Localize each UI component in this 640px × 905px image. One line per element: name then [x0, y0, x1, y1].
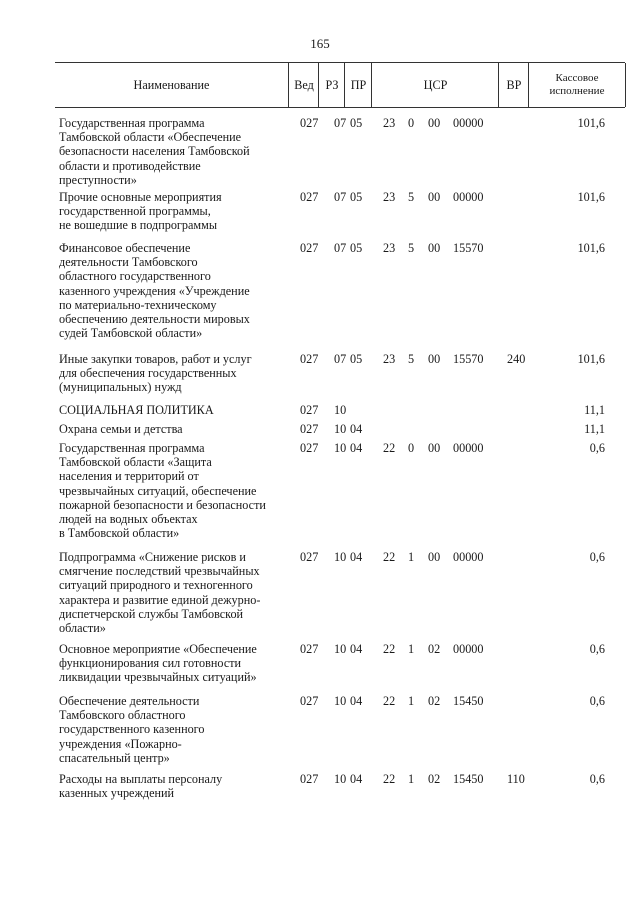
row-val: 11,1: [584, 403, 605, 417]
row-c3: 00: [428, 441, 441, 455]
table-row: [55, 403, 625, 422]
row-name: Государственная программа Тамбовской области «Обеспечение безопасности населения Тамбовской области и противодействие преступности»: [59, 116, 250, 187]
row-pr: 04: [350, 772, 363, 786]
row-c1: 23: [383, 190, 396, 204]
header-pr: ПР: [344, 63, 372, 107]
row-c4: 00000: [453, 550, 484, 564]
row-c2: 1: [408, 694, 415, 708]
row-c1: 23: [383, 116, 396, 130]
row-val: 101,6: [577, 190, 605, 204]
row-ved: 027: [300, 441, 319, 455]
row-c1: 23: [383, 241, 396, 255]
row-c3: 02: [428, 642, 441, 656]
row-name: Государственная программа Тамбовской области «Защита населения и территорий от чрезвычайных ситуаций, обеспечение пожарной безопасности и безопасности людей на водных объектах в Тамбовской области»: [59, 441, 266, 541]
row-c4: 00000: [453, 116, 484, 130]
row-val: 101,6: [577, 116, 605, 130]
row-pr: 04: [350, 422, 363, 436]
page-number: 165: [310, 36, 330, 51]
row-name: Прочие основные мероприятия государственной программы, не вошедшие в подпрограммы: [59, 190, 222, 233]
row-val: 0,6: [589, 642, 605, 656]
row-rz: 07: [334, 116, 347, 130]
row-pr: 05: [350, 116, 363, 130]
row-c4: 00000: [453, 642, 484, 656]
table-row: [55, 190, 625, 241]
row-name: СОЦИАЛЬНАЯ ПОЛИТИКА: [59, 403, 214, 417]
row-c4: 15570: [453, 352, 484, 366]
row-c3: 00: [428, 550, 441, 564]
row-rz: 10: [334, 694, 347, 708]
row-rz: 10: [334, 642, 347, 656]
row-c4: 15450: [453, 694, 484, 708]
row-c2: 5: [408, 241, 415, 255]
row-val: 0,6: [589, 550, 605, 564]
row-name: Финансовое обеспечение деятельности Тамбовского областного государственного казенного учреждения «Учреждение по материально-техническому обеспечению деятельности мировых судей Тамбовской области»: [59, 241, 250, 341]
table-row: [55, 116, 625, 190]
row-name: Расходы на выплаты персоналу казенных учреждений: [59, 772, 223, 801]
table-header: [55, 62, 625, 108]
row-val: 0,6: [589, 441, 605, 455]
row-name: Иные закупки товаров, работ и услуг для обеспечения государственных (муниципальных) нужд: [59, 352, 252, 395]
row-val: 11,1: [584, 422, 605, 436]
row-ved: 027: [300, 694, 319, 708]
row-val: 0,6: [589, 694, 605, 708]
table-row: [55, 550, 625, 642]
row-rz: 10: [334, 772, 347, 786]
row-c2: 0: [408, 441, 415, 455]
header-rz: РЗ: [318, 63, 345, 107]
row-ved: 027: [300, 550, 319, 564]
row-rz: 10: [334, 550, 347, 564]
row-ved: 027: [300, 116, 319, 130]
header-vr: ВР: [498, 63, 529, 107]
row-pr: 05: [350, 352, 363, 366]
row-c2: 1: [408, 772, 415, 786]
row-rz: 10: [334, 403, 347, 417]
row-vr: 110: [507, 772, 525, 786]
row-pr: 04: [350, 694, 363, 708]
table-row: [55, 772, 625, 812]
row-c3: 02: [428, 772, 441, 786]
row-c2: 1: [408, 642, 415, 656]
row-c4: 15450: [453, 772, 484, 786]
row-ved: 027: [300, 352, 319, 366]
table-row: [55, 441, 625, 550]
row-rz: 10: [334, 422, 347, 436]
row-vr: 240: [507, 352, 526, 366]
table-row: [55, 642, 625, 694]
row-name: Охрана семьи и детства: [59, 422, 183, 436]
row-c3: 02: [428, 694, 441, 708]
row-ved: 027: [300, 422, 319, 436]
row-c2: 5: [408, 190, 415, 204]
row-c3: 00: [428, 241, 441, 255]
table-row: [55, 352, 625, 403]
row-val: 0,6: [589, 772, 605, 786]
row-val: 101,6: [577, 241, 605, 255]
row-c4: 00000: [453, 190, 484, 204]
row-val: 101,6: [577, 352, 605, 366]
row-c2: 5: [408, 352, 415, 366]
row-c1: 23: [383, 352, 396, 366]
row-name: Обеспечение деятельности Тамбовского областного государственного казенного учреждения «Пожарно- спасательный центр»: [59, 694, 205, 765]
row-rz: 07: [334, 241, 347, 255]
row-c1: 22: [383, 441, 396, 455]
table-row: [55, 694, 625, 772]
row-pr: 05: [350, 241, 363, 255]
row-c1: 22: [383, 550, 396, 564]
row-rz: 10: [334, 441, 347, 455]
row-pr: 04: [350, 642, 363, 656]
row-ved: 027: [300, 190, 319, 204]
header-kassovoe: Кассовое исполнение: [528, 63, 626, 107]
row-c1: 22: [383, 642, 396, 656]
header-csr: ЦСР: [371, 63, 499, 107]
row-pr: 05: [350, 190, 363, 204]
row-c2: 1: [408, 550, 415, 564]
row-pr: 04: [350, 441, 363, 455]
row-c3: 00: [428, 116, 441, 130]
row-ved: 027: [300, 642, 319, 656]
budget-table: [55, 62, 625, 812]
row-c3: 00: [428, 352, 441, 366]
row-ved: 027: [300, 403, 319, 417]
table-row: [55, 422, 625, 441]
row-c4: 15570: [453, 241, 484, 255]
row-rz: 07: [334, 190, 347, 204]
row-name: Основное мероприятие «Обеспечение функционирования сил готовности ликвидации чрезвычайных ситуаций»: [59, 642, 257, 685]
row-c4: 00000: [453, 441, 484, 455]
row-ved: 027: [300, 241, 319, 255]
row-c3: 00: [428, 190, 441, 204]
row-pr: 04: [350, 550, 363, 564]
row-c1: 22: [383, 694, 396, 708]
row-c2: 0: [408, 116, 415, 130]
table-body: [55, 116, 625, 812]
header-name: Наименование: [133, 77, 210, 92]
header-ved: Вед: [288, 63, 319, 107]
row-rz: 07: [334, 352, 347, 366]
row-c1: 22: [383, 772, 396, 786]
row-name: Подпрограмма «Снижение рисков и смягчение последствий чрезвычайных ситуаций природного и техногенного характера и развитие единой дежурно- диспетчерской службы Тамбовской области»: [59, 550, 261, 636]
row-ved: 027: [300, 772, 319, 786]
table-row: [55, 241, 625, 352]
